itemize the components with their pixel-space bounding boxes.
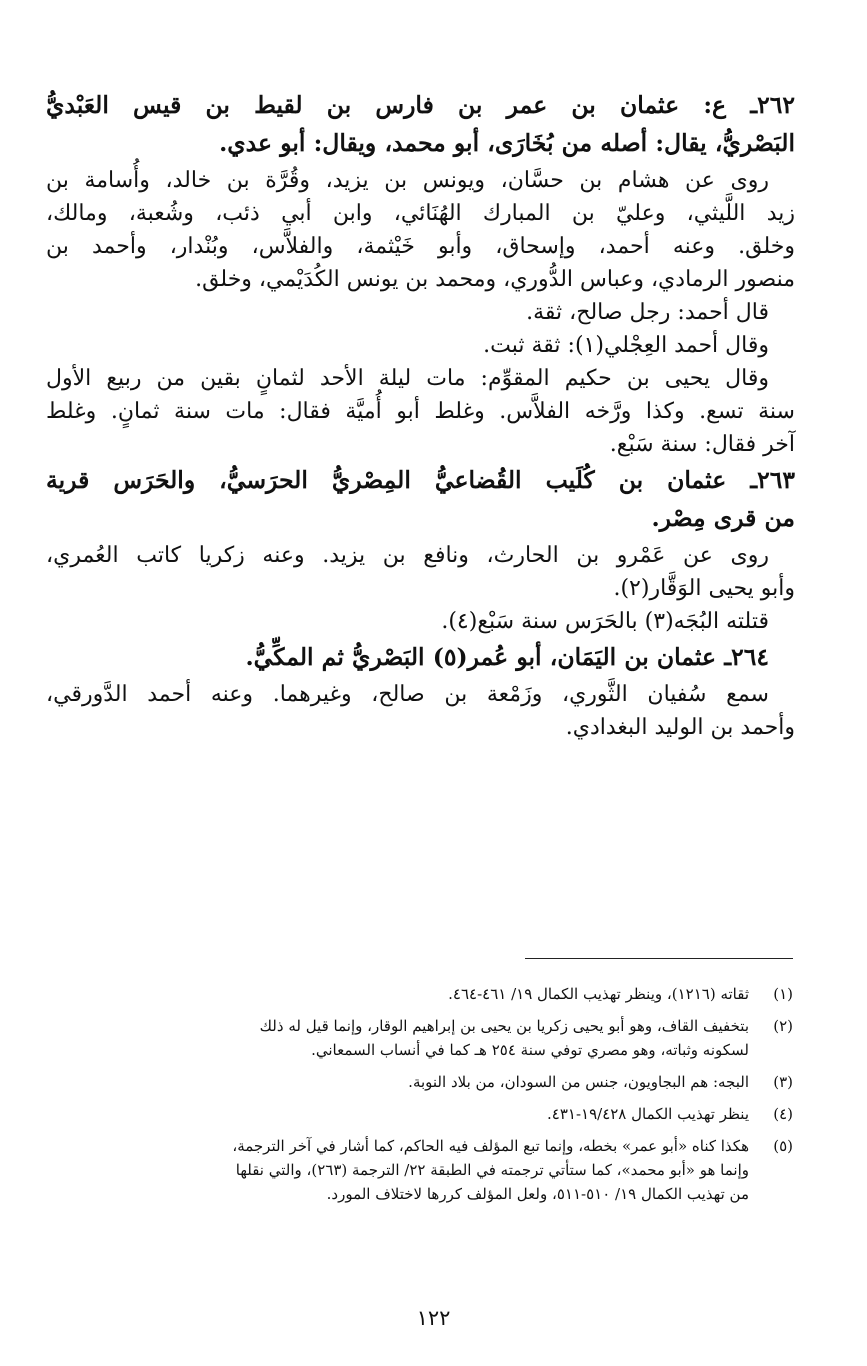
footnote-divider <box>525 958 793 959</box>
entry-263 <box>46 461 795 638</box>
footnote-text: البجه: هم البجاويون، جنس من السودان، من بلاد النوبة. <box>408 1073 749 1091</box>
footnote-text: هكذا كناه «أبو عمر» بخطه، وإنما تبع المؤلف فيه الحاكم، كما أشار في آخر الترجمة، <box>232 1137 749 1155</box>
footnote-4 <box>74 1102 793 1126</box>
paragraph-line: روى عن عَمْرو بن الحارث، ونافع بن يزيد. وعنه زكريا كاتب العُمري، <box>46 543 769 568</box>
footnote-number: (٢) <box>773 1017 793 1035</box>
paragraph-line: وخلق. وعنه أحمد، وإسحاق، وأبو خَيْثمة، والفلاَّس، وبُنْدار، وأحمد بن <box>46 234 795 259</box>
entry-262 <box>46 86 795 461</box>
paragraph-line: وأبو يحيى الوَقَّار(٢). <box>613 576 795 601</box>
footnote-text: ينظر تهذيب الكمال ١٩/٤٢٨-٤٣١. <box>547 1105 749 1123</box>
footnote-text: وإنما هو «أبو محمد»، كما ستأتي ترجمته في الطبقة ٢٢/ الترجمة (٢٦٣)، والتي نقلها <box>235 1161 749 1179</box>
entry-heading: من قرى مِصْر. <box>651 504 795 532</box>
footnote-text: لسكونه وثباته، وهو مصري توفي سنة ٢٥٤ هـ كما في أنساب السمعاني. <box>311 1041 749 1059</box>
paragraph-line: وقال يحيى بن حكيم المقوِّم: مات ليلة الأحد لثمانٍ بقين من ربيع الأول <box>46 366 769 391</box>
footnote-number: (١) <box>773 985 793 1003</box>
footnote-text: بتخفيف القاف، وهو أبو يحيى زكريا بن يحيى بن إبراهيم الوقار، وإنما قيل له ذلك <box>259 1017 749 1035</box>
footnote-2 <box>74 1014 793 1062</box>
paragraph-line: زيد اللَّيثي، وعليّ بن المبارك الهُنَائي، وابن أبي ذئب، وشُعبة، ومالك، <box>46 201 795 226</box>
page-number: ١٢٢ <box>416 1306 451 1330</box>
footnotes <box>74 982 793 1214</box>
paragraph-line: وأحمد بن الوليد البغدادي. <box>565 715 795 740</box>
footnote-number: (٣) <box>773 1073 793 1091</box>
paragraph-line: سمع سُفيان الثَّوري، وزَمْعة بن صالح، وغيرهما. وعنه أحمد الدَّورقي، <box>46 682 769 707</box>
entry-heading: ٢٦٤ـ عثمان بن اليَمَان، أبو عُمر(٥) البَصْريُّ ثم المكِّيُّ. <box>245 643 769 671</box>
paragraph-line: آخر فقال: سنة سَبْع. <box>609 432 795 457</box>
paragraph-line: قال أحمد: رجل صالح، ثقة. <box>526 300 769 325</box>
paragraph-line: قتلته البُجَه(٣) بالحَرَس سنة سَبْع(٤). <box>441 609 769 634</box>
footnote-text: ثقاته (١٢١٦)، وينظر تهذيب الكمال ١٩/ ٤٦١-٤٦٤. <box>448 985 749 1003</box>
entry-264 <box>46 638 795 744</box>
paragraph-line: روى عن هشام بن حسَّان، ويونس بن يزيد، وقُرَّة بن خالد، وأُسامة بن <box>46 168 769 193</box>
footnote-3 <box>74 1070 793 1094</box>
paragraph-line: سنة تسع. وكذا ورَّخه الفلاَّس. وغلط أبو أُميَّة فقال: مات سنة ثمانٍ. وغلط <box>46 399 795 424</box>
main-text <box>46 86 795 744</box>
footnote-number: (٥) <box>773 1137 793 1155</box>
paragraph-line: منصور الرمادي، وعباس الدُّوري، ومحمد بن يونس الكُدَيْمي، وخلق. <box>195 267 795 292</box>
footnote-5 <box>74 1134 793 1206</box>
entry-heading: البَصْريُّ، يقال: أصله من بُخَارَى، أبو محمد، ويقال: أبو عدي. <box>219 129 795 157</box>
footnote-1 <box>74 982 793 1006</box>
paragraph-line: وقال أحمد العِجْلي(١): ثقة ثبت. <box>483 333 769 358</box>
entry-heading: ٢٦٣ـ عثمان بن كُلَيب القُضاعيُّ المِصْريُّ الحرَسيُّ، والحَرَس قرية <box>46 466 795 494</box>
footnote-number: (٤) <box>773 1105 793 1123</box>
footnote-text: من تهذيب الكمال ١٩/ ٥١٠-٥١١، ولعل المؤلف كررها لاختلاف المورد. <box>326 1185 749 1203</box>
entry-heading: ٢٦٢ـ ع: عثمان بن عمر بن فارس بن لقيط بن قيس العَبْديُّ <box>46 91 795 119</box>
